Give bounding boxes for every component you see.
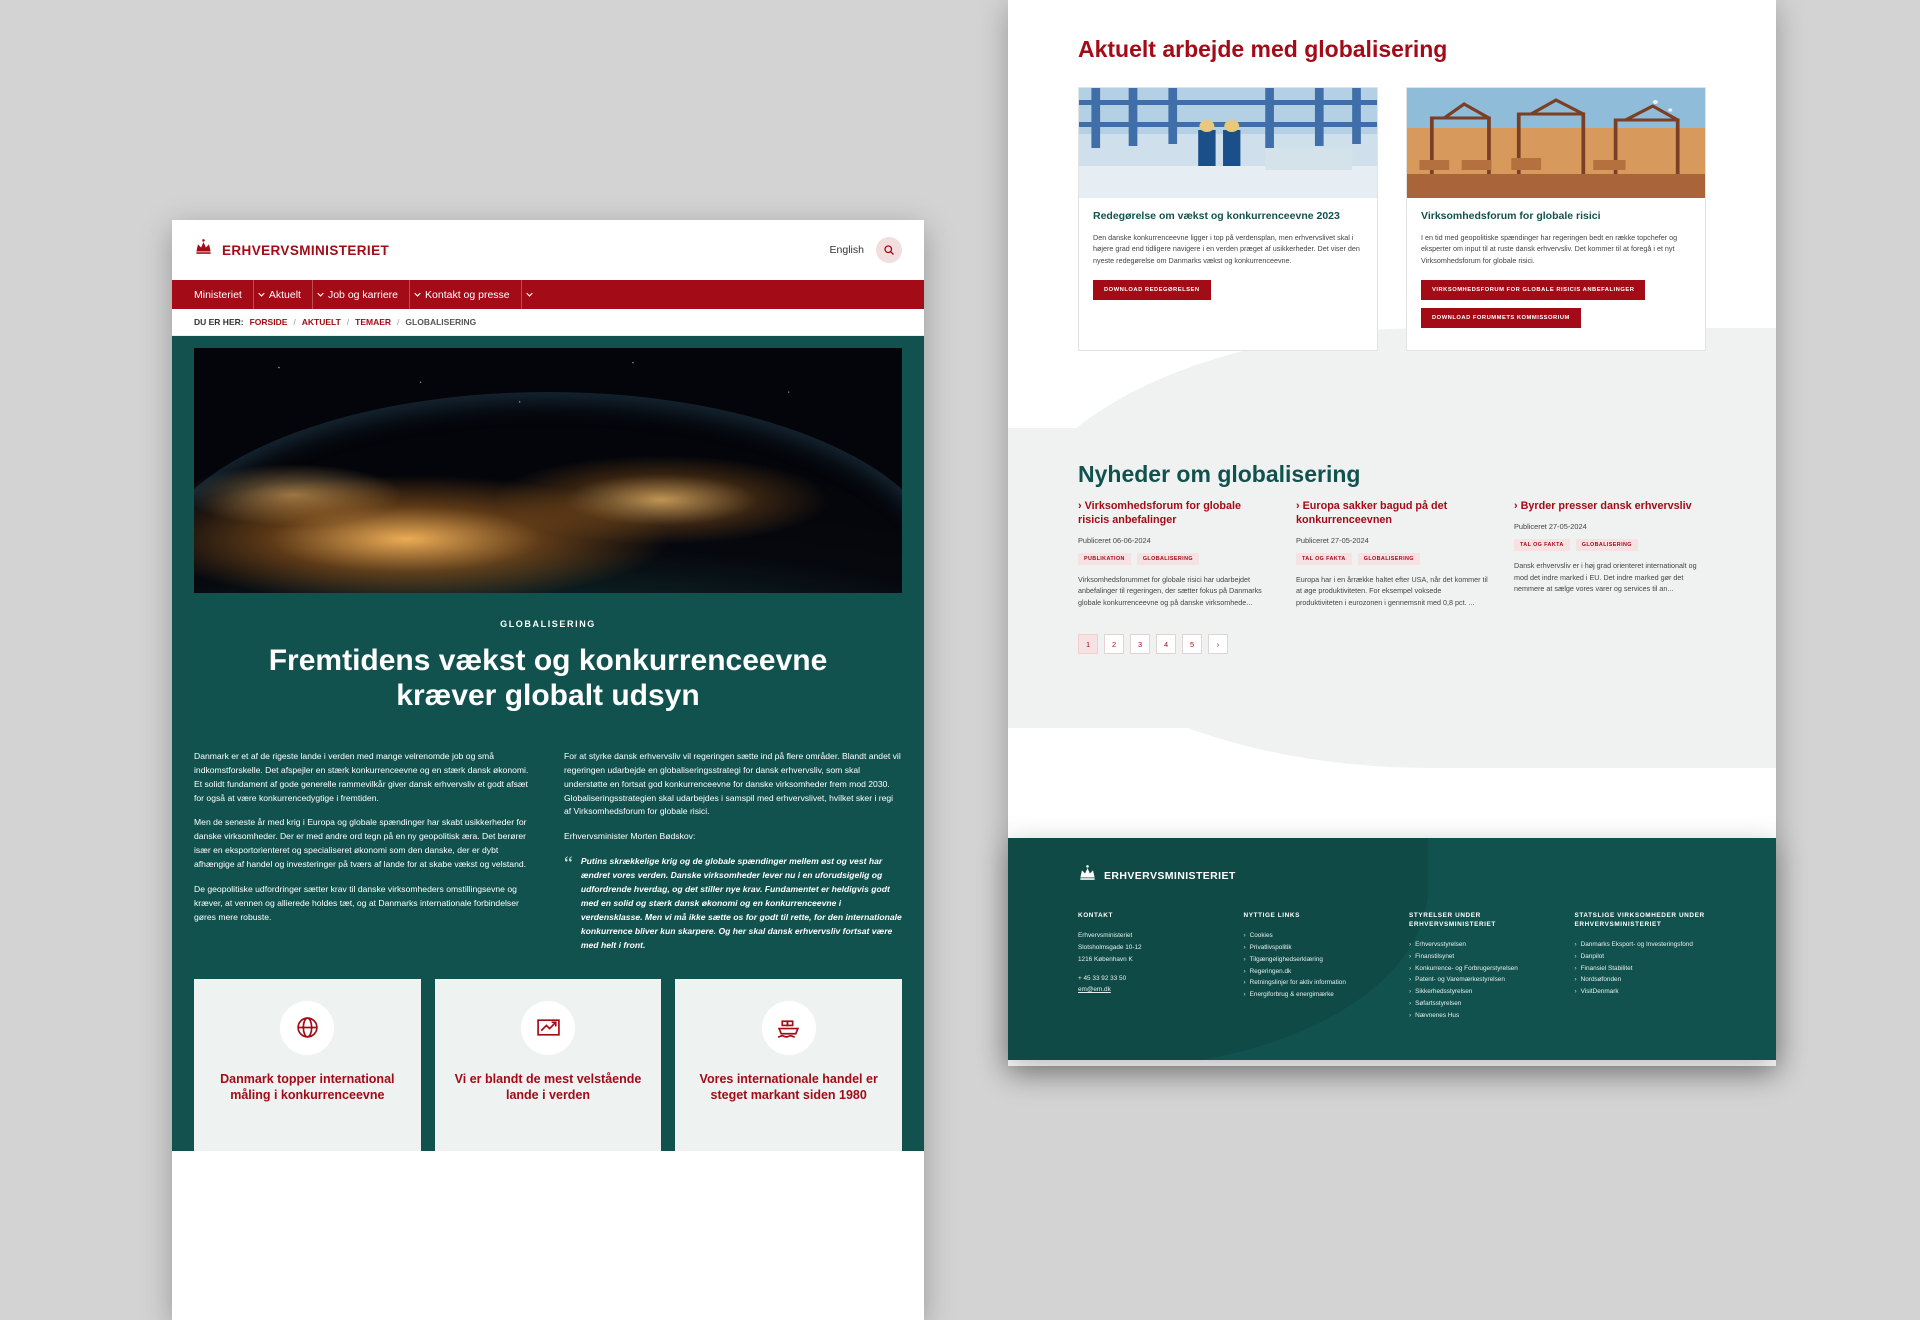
work-card-list	[1078, 87, 1706, 351]
footer-column-statslige-virksomheder	[1575, 912, 1707, 1022]
footer-link[interactable]: › Finansiel Stabilitet	[1575, 963, 1707, 975]
work-card-text: Den danske konkurrenceevne ligger i top på verdensplan, men erhvervslivet skal i højere grad end tidligere navigere i en verden præget af usikkerheder. Det viser den nyeste redegørelse om Danmarks vækst og konkurrenceevne.	[1093, 232, 1360, 265]
chevron-right-icon: ›	[1574, 976, 1577, 984]
hero-text	[172, 593, 924, 736]
industrial-workers-photo	[1079, 88, 1377, 198]
footer-column-heading: KONTAKT	[1078, 912, 1113, 919]
fact-cards	[172, 979, 924, 1151]
footer-link[interactable]: › VisitDenmark	[1575, 986, 1707, 998]
footer-address-line: 1216 København K	[1078, 955, 1133, 963]
news-item-text: Virksomhedsforummet for globale risici har udarbejdet anbefalinger til regeringen, der sætter fokus på Danmarks globale konkurrenceevne og på danske virksomhede...	[1078, 574, 1262, 607]
chevron-down-icon[interactable]	[312, 280, 328, 309]
footer-link[interactable]: › Patent- og Varemærkestyrelsen	[1409, 974, 1541, 986]
news-list	[1078, 500, 1706, 608]
news-section-heading: Nyheder om globalisering	[1078, 461, 1361, 488]
nav-item-kontakt-og-presse[interactable]: Kontakt og presse	[425, 288, 510, 301]
footer-columns	[1078, 912, 1706, 1022]
intro-paragraph: For at styrke dansk erhvervsliv vil regeringen sætte ind på flere områder. Blandt andet vil regeringen udarbejde en globaliseringsstrategi for dansk erhvervsliv, som skal understøtte en fortsat god konkurrenceevne for danske virksomheder frem mod 2030. Globaliseringsstrategien skal udarbejdes i samspil med erhvervslivet, hvilket sker i regi af Virksomhedsforum for globale risici.	[564, 750, 901, 817]
chevron-right-icon: ›	[1243, 955, 1246, 963]
intro-paragraph: Danmark er et af de rigeste lande i verden med mange velrenomde job og små indkomstforskelle. Det afspejler en stærk konkurrenceevne og en stærk dansk økonomi. Et solidt fundament af gode generelle rammevilkår giver dansk erhvervsliv et godt afsæt for også at være konkurrencedygtige i fremtiden.	[194, 750, 529, 803]
news-item-tags	[1078, 553, 1270, 565]
footer-link[interactable]: › Energiforbrug & energimærke	[1244, 989, 1376, 1001]
chevron-down-icon[interactable]	[409, 280, 425, 309]
footer-link[interactable]: › Erhvervsstyrelsen	[1409, 939, 1541, 951]
footer-logo[interactable]	[1078, 864, 1706, 888]
chevron-down-icon[interactable]	[253, 280, 269, 309]
chevron-right-icon: ›	[1409, 940, 1412, 948]
breadcrumb-item-temaer[interactable]: TEMAER	[355, 317, 392, 327]
intro-columns	[172, 736, 924, 979]
anbefalinger-button[interactable]: VIRKSOMHEDSFORUM FOR GLOBALE RISICIS ANBEFALINGER	[1421, 280, 1645, 300]
language-switch[interactable]: English	[829, 244, 864, 256]
status-badge[interactable]: GLOBALISERING	[1576, 539, 1638, 551]
news-section	[1078, 461, 1706, 654]
breadcrumb-item-forside[interactable]: FORSIDE	[249, 317, 288, 327]
footer-address-line: Erhvervsministeriet	[1078, 931, 1133, 939]
footer-column-heading: STYRELSER UNDER ERHVERVSMINISTERIET	[1409, 912, 1496, 928]
news-item-text: Dansk erhvervsliv er i høj grad orienteret internationalt og mod det indre marked i EU. Det indre marked gør det nemmere at sælge vores varer og services til an...	[1514, 561, 1697, 594]
work-card[interactable]	[1078, 87, 1378, 351]
status-badge[interactable]: GLOBALISERING	[1137, 553, 1199, 565]
search-icon[interactable]	[876, 237, 902, 263]
footer-link[interactable]: › Regeringen.dk	[1244, 966, 1376, 978]
work-section	[1008, 0, 1776, 654]
footer-link[interactable]: › Sikkerhedsstyrelsen	[1409, 986, 1541, 998]
pagination-page-3[interactable]: 3	[1130, 634, 1150, 654]
download-redegorelsen-button[interactable]: DOWNLOAD REDEGØRELSEN	[1093, 280, 1211, 300]
breadcrumb-label: DU ER HER:	[194, 317, 244, 327]
news-item-date: Publiceret 27-05-2024	[1514, 522, 1587, 531]
pagination-page-5[interactable]: 5	[1182, 634, 1202, 654]
fact-card[interactable]	[675, 979, 902, 1151]
news-item-date: Publiceret 27-05-2024	[1296, 535, 1369, 545]
footer-phone: + 45 33 92 33 50	[1078, 974, 1127, 982]
quote-mark-icon: “	[564, 853, 573, 876]
news-item-text: Europa har i en årrække haltet efter USA, når det kommer til at øge produktiviteten. For eksempel voksede produktiviteten i eurozonen i gennemsnit med 0,8 pct. ...	[1296, 574, 1488, 607]
footer-column-heading: NYTTIGE LINKS	[1243, 912, 1300, 919]
footer-link[interactable]: › Søfartsstyrelsen	[1409, 998, 1541, 1010]
breadcrumb-item-globalisering: GLOBALISERING	[405, 317, 477, 327]
status-badge[interactable]: TAL OG FAKTA	[1514, 539, 1570, 551]
news-item-title[interactable]: › Europa sakker bagud på det konkurrenceevnen	[1296, 500, 1448, 526]
intro-paragraph: De geopolitiske udfordringer sætter krav til danske virksomheders omstillingsevne og kræver, at vennen og allierede holdes tæt, og at Danmarks internationale forbindelser gøres mere robuste.	[194, 884, 519, 922]
chevron-right-icon: ›	[1409, 1012, 1412, 1019]
chevron-right-icon: ›	[1243, 991, 1246, 999]
hero-section	[172, 336, 924, 1151]
fact-card-title: Vores internationale handel er steget markant siden 1980	[699, 1071, 878, 1103]
work-section-heading: Aktuelt arbejde med globalisering	[1078, 36, 1448, 62]
nav-item-aktuelt[interactable]: Aktuelt	[268, 288, 301, 301]
chevron-right-icon: ›	[1409, 976, 1412, 984]
download-kommissorium-button[interactable]: DOWNLOAD FORUMMETS KOMMISSORIUM	[1421, 308, 1581, 328]
work-card[interactable]	[1406, 87, 1706, 351]
status-badge[interactable]: PUBLIKATION	[1078, 553, 1131, 565]
site-logo[interactable]	[194, 238, 389, 262]
footer-column-styrelser	[1409, 912, 1541, 1022]
status-badge[interactable]: TAL OG FAKTA	[1296, 553, 1352, 565]
main-navigation	[172, 280, 924, 309]
pull-quote-text: Putins skrækkelige krig og de globale spændinger mellem øst og vest har ændret vores verden. Danske virksomheder lever nu i en uforudsigelig og udfordrende hverdag, og det stiller nye krav. Fundamentet er heldigvis godt med en solid og stærk dansk økonomi og en konkurrenceevne i verdensklasse. Men vi må ikke sætte os for godt til rette, for den internationale konkurrence bliver kun skarpere. Og her skal dansk erhvervsliv fortsat være med helt i front.	[580, 856, 902, 950]
footer-link[interactable]: › Nordsøfonden	[1575, 974, 1707, 986]
chevron-right-icon: ›	[1409, 1000, 1412, 1008]
footer-link[interactable]: › Privatlivspolitik	[1244, 942, 1376, 954]
pagination-next-button[interactable]: ›	[1208, 634, 1228, 654]
footer-address-line: Slotsholmsgade 10-12	[1078, 943, 1142, 951]
chevron-right-icon: ›	[1409, 964, 1412, 972]
page-title: Fremtidens vækst og konkurrenceevne kræver globalt udsyn	[268, 644, 828, 713]
work-card-title: Redegørelse om vækst og konkurrenceevne 2023	[1093, 210, 1340, 222]
nav-item-ministeriet[interactable]: Ministeriet	[194, 288, 242, 301]
pagination-page-1[interactable]: 1	[1078, 634, 1098, 654]
hero-kicker: GLOBALISERING	[500, 619, 596, 629]
front-page-mockup	[172, 220, 924, 1320]
news-item[interactable]	[1514, 500, 1706, 608]
crown-icon	[1078, 864, 1097, 888]
news-item-title[interactable]: › Byrder presser dansk erhvervsliv	[1514, 500, 1692, 513]
container-harbour-photo	[1407, 88, 1705, 198]
nav-group-ministeriet[interactable]	[194, 280, 269, 309]
growth-chart-icon	[521, 1001, 575, 1055]
footer-link[interactable]: › Danmarks Eksport- og Investeringsfond	[1575, 939, 1707, 951]
chevron-right-icon: ›	[1409, 988, 1412, 996]
chevron-right-icon: ›	[1243, 943, 1246, 951]
chevron-right-icon: ›	[1574, 964, 1577, 972]
footer-column-nyttige-links	[1244, 912, 1376, 1022]
site-logo-text: ERHVERVSMINISTERIET	[222, 242, 390, 258]
work-card-text: I en tid med geopolitiske spændinger har regeringen bedt en række topchefer og eksperter om input til at ruste dansk erhvervsliv. Det kommer til at foregå i et nyt Virksomhedsforum for globale risici.	[1421, 232, 1678, 265]
intro-column-left	[194, 750, 532, 953]
nav-group-kontakt[interactable]	[425, 280, 537, 309]
breadcrumb	[172, 309, 924, 336]
news-item[interactable]	[1296, 500, 1488, 608]
nav-group-job[interactable]	[328, 280, 425, 309]
work-card-title: Virksomhedsforum for globale risici	[1421, 210, 1601, 222]
footer-link[interactable]: › Nævnenes Hus	[1409, 1010, 1541, 1022]
nav-group-aktuelt[interactable]	[269, 280, 328, 309]
breadcrumb-separator: /	[397, 317, 400, 327]
breadcrumb-separator: /	[293, 317, 296, 327]
breadcrumb-item-aktuelt[interactable]: AKTUELT	[301, 317, 341, 327]
chevron-right-icon: ›	[1243, 967, 1246, 975]
header-actions	[830, 237, 902, 263]
chevron-right-icon: ›	[1243, 931, 1246, 939]
news-item[interactable]	[1078, 500, 1270, 608]
news-item-tags	[1296, 553, 1488, 565]
chevron-right-icon: ›	[1574, 940, 1577, 948]
news-item-tags	[1514, 539, 1706, 551]
earth-at-night-photo	[194, 348, 902, 593]
footer-email-link[interactable]: em@em.dk	[1078, 986, 1111, 994]
footer-column-heading: STATSLIGE VIRKSOMHEDER UNDER ERHVERVSMINISTERIET	[1574, 912, 1705, 928]
intro-paragraph: Men de seneste år med krig i Europa og globale spændinger har skabt usikkerheder for danske virksomheder. Der er med andre ord tegn på en ny geopolitisk æra. Det berører især en eksportorienteret og specialiseret økonomi som den danske, der er dybt afhængige af handel og investeringer på tværs af lande for at skabe vækst og velstand.	[194, 817, 527, 870]
pagination-page-2[interactable]: 2	[1104, 634, 1124, 654]
status-badge[interactable]: GLOBALISERING	[1358, 553, 1420, 565]
chevron-right-icon: ›	[1243, 979, 1246, 987]
crown-icon	[194, 238, 213, 262]
footer-column-kontakt	[1078, 912, 1210, 1022]
intro-column-right	[564, 750, 902, 953]
footer-link[interactable]: › Danpilot	[1575, 951, 1707, 963]
news-item-date: Publiceret 06-06-2024	[1078, 535, 1151, 545]
footer-logo-text: ERHVERVSMINISTERIET	[1104, 870, 1236, 882]
footer-link[interactable]: › Retningslinjer for aktiv information	[1244, 977, 1376, 989]
chevron-right-icon: ›	[1574, 988, 1577, 996]
pagination	[1078, 634, 1706, 654]
fact-card[interactable]	[435, 979, 662, 1151]
chevron-right-icon: ›	[1409, 952, 1412, 960]
fact-card-title: Vi er blandt de mest velstående lande i verden	[454, 1071, 642, 1103]
footer-link[interactable]: › Cookies	[1244, 930, 1376, 942]
site-header	[172, 220, 924, 280]
pagination-page-4[interactable]: 4	[1156, 634, 1176, 654]
pull-quote	[564, 855, 902, 952]
footer-link[interactable]: › Konkurrence- og Forbrugerstyrelsen	[1409, 963, 1541, 975]
globe-icon	[280, 1001, 334, 1055]
fact-card-title: Danmark topper international måling i konkurrenceevne	[220, 1071, 395, 1103]
footer-link[interactable]: › Tilgængelighedserklæring	[1244, 954, 1376, 966]
chevron-down-icon[interactable]	[521, 280, 537, 309]
chevron-right-icon: ›	[1574, 952, 1577, 960]
footer-link[interactable]: › Finanstilsynet	[1409, 951, 1541, 963]
fact-card[interactable]	[194, 979, 421, 1151]
breadcrumb-separator: /	[346, 317, 350, 327]
cargo-ship-icon	[762, 1001, 816, 1055]
minister-attribution: Erhvervsminister Morten Bødskov:	[564, 831, 696, 842]
site-footer	[1008, 838, 1776, 1060]
nav-item-job-og-karriere[interactable]: Job og karriere	[327, 288, 399, 301]
news-item-title[interactable]: › Virksomhedsforum for globale risicis anbefalinger	[1078, 500, 1241, 526]
